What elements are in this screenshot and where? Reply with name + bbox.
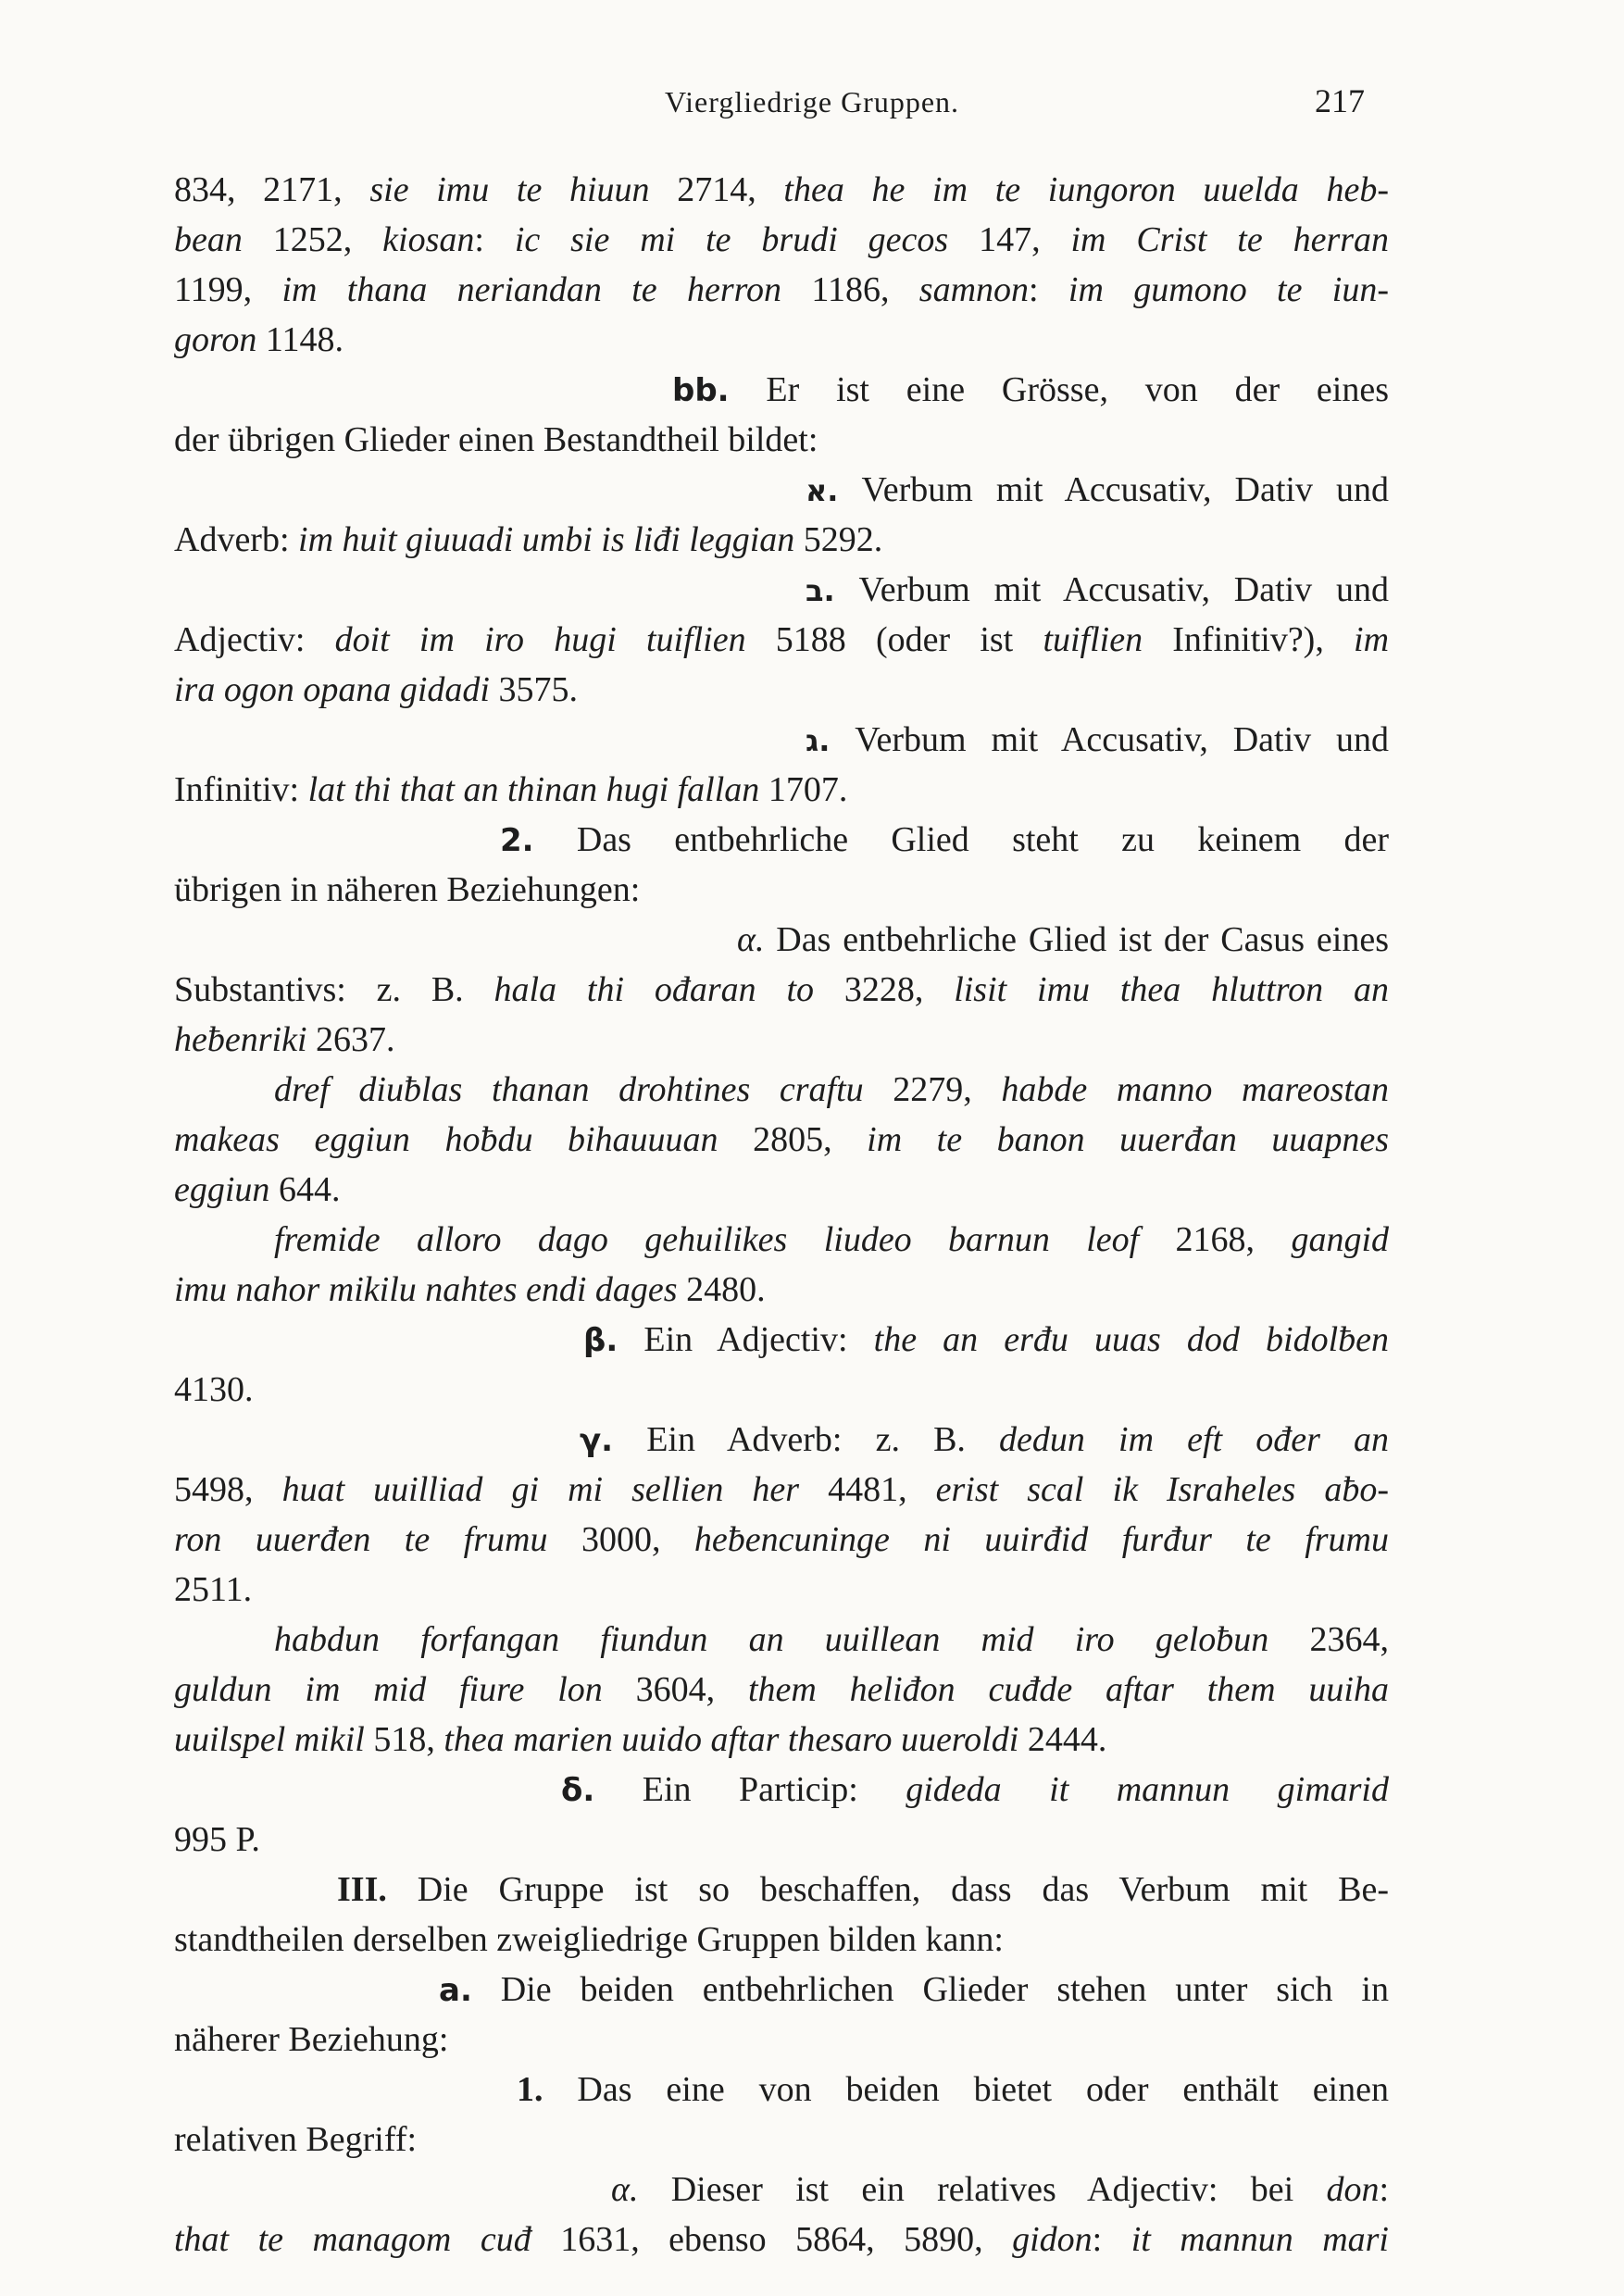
text-segment: 834, 2171,	[174, 170, 370, 209]
text-line	[174, 1515, 1389, 1565]
text-line	[174, 1465, 1389, 1515]
text-segment: :	[1029, 270, 1068, 309]
text-line	[174, 615, 1389, 665]
text-line	[174, 1865, 1389, 1915]
text-line	[174, 1565, 1389, 1615]
text-line	[174, 2065, 1389, 2115]
text-segment: 2168,	[1139, 1220, 1292, 1259]
text-segment: im te banon uuerđan uuapnes	[867, 1120, 1390, 1159]
text-line	[174, 865, 1389, 915]
text-segment: Infinitiv?),	[1143, 620, 1355, 659]
text-segment: makeas eggiun hoƀdu bihauuuan	[174, 1120, 718, 1159]
text-segment: 1631, ebenso 5864, 5890,	[531, 2220, 1013, 2259]
text-segment: ira ogon opana gidadi	[174, 670, 490, 709]
text-segment: imu nahor mikilu nahtes endi dages	[174, 1270, 678, 1309]
text-segment: Dieser ist ein relatives Adjectiv: bei	[638, 2170, 1327, 2209]
text-segment: :	[474, 220, 515, 259]
text-segment: kiosan	[382, 220, 475, 259]
text-segment: 3228,	[814, 970, 955, 1009]
text-segment: ב.	[806, 573, 835, 608]
text-line	[174, 1715, 1389, 1765]
page-number: 217	[1315, 82, 1365, 119]
text-segment: im thana neriandan te herron	[281, 270, 782, 309]
text-line	[174, 965, 1389, 1015]
text-segment: 4130.	[174, 1370, 254, 1409]
text-segment: that te managom cuđ	[174, 2220, 531, 2259]
text-line	[174, 215, 1389, 265]
text-segment: im	[1354, 620, 1390, 659]
text-line	[174, 2215, 1389, 2265]
text-segment: 147,	[948, 220, 1071, 259]
text-segment: don	[1326, 2170, 1380, 2209]
text-line	[174, 2165, 1389, 2215]
text-segment: lisit imu thea hluttron an	[954, 970, 1389, 1009]
text-segment: 1186,	[781, 270, 919, 309]
text-line	[174, 715, 1389, 765]
text-segment: uuilspel mikil	[174, 1720, 365, 1759]
text-segment: goron	[174, 320, 257, 359]
text-segment: relativen Begriff:	[174, 2120, 418, 2159]
text-line	[174, 1015, 1389, 1065]
text-segment: 644.	[269, 1170, 341, 1209]
text-segment: Das entbehrliche Glied ist der Casus eines	[764, 920, 1389, 959]
text-segment: samnon	[918, 270, 1030, 309]
text-line	[174, 765, 1389, 815]
text-segment: 3575.	[489, 670, 578, 709]
text-segment: Verbum mit Accusativ, Dativ und	[838, 470, 1389, 509]
text-segment: Verbum mit Accusativ, Dativ und	[830, 720, 1389, 759]
text-segment: sie imu te hiuun	[369, 170, 650, 209]
text-segment: 2.	[500, 822, 534, 859]
text-segment: 2444.	[1018, 1720, 1107, 1759]
text-line	[174, 1115, 1389, 1165]
text-line	[174, 1365, 1389, 1415]
text-segment: Infinitiv:	[174, 770, 308, 809]
text-line	[174, 1215, 1389, 1265]
text-segment: א.	[806, 473, 839, 508]
text-segment: Substantivs: z. B.	[174, 970, 494, 1009]
text-line	[174, 2015, 1389, 2065]
text-segment: übrigen in näheren Beziehungen:	[174, 870, 641, 909]
text-segment: habdun forfangan fiundun an uuillean mid iro geloƀun	[274, 1620, 1269, 1659]
text-segment: the an erđu uuas dod bidolƀen	[873, 1320, 1390, 1359]
text-segment: 1252,	[242, 220, 383, 259]
text-segment: :	[1092, 2220, 1131, 2259]
text-segment: bb.	[672, 372, 730, 409]
text-segment: III.	[337, 1870, 387, 1909]
text-segment: im huit giuuadi umbi is liđi leggian	[298, 520, 795, 559]
text-segment: eggiun	[174, 1170, 270, 1209]
text-segment: dedun im eft ođer an	[999, 1420, 1389, 1459]
text-segment: 1707.	[759, 770, 848, 809]
text-line	[174, 1265, 1389, 1315]
text-line	[174, 1415, 1389, 1465]
text-line	[174, 515, 1389, 565]
text-segment: Das entbehrliche Glied steht zu keinem der	[533, 820, 1389, 859]
text-segment: them heliđon cuđde aftar them uuiha	[747, 1670, 1389, 1709]
text-segment: fremide alloro dago gehuilikes liudeo barnun leof	[274, 1220, 1140, 1259]
text-segment: 2364,	[1268, 1620, 1390, 1659]
text-segment: im gumono te iun-	[1068, 270, 1390, 309]
text-line	[174, 1765, 1389, 1815]
text-segment: 4481,	[799, 1470, 936, 1509]
text-segment: 2637.	[306, 1020, 395, 1059]
text-segment: 2511.	[174, 1570, 253, 1609]
text-line	[174, 165, 1389, 215]
text-segment: Ein Adjectiv:	[618, 1320, 874, 1359]
text-line	[174, 1815, 1389, 1865]
text-segment: gidon	[1012, 2220, 1093, 2259]
text-line	[174, 815, 1389, 865]
text-block-1	[174, 165, 1389, 2265]
text-segment: heƀenriki	[174, 1020, 307, 1059]
text-segment: der übrigen Glieder einen Bestandtheil bildet:	[174, 420, 818, 459]
text-segment: 3000,	[547, 1520, 694, 1559]
text-line	[174, 565, 1389, 615]
text-segment: 5498,	[174, 1470, 282, 1509]
text-segment: Die beiden entbehrlichen Glieder stehen unter sich in	[471, 1970, 1389, 2009]
text-segment: ic sie mi te brudi gecos	[514, 220, 949, 259]
text-segment: Ein Adverb: z. B.	[613, 1420, 1000, 1459]
text-segment: 1.	[517, 2070, 543, 2109]
running-header: Viergliedrige Gruppen.	[664, 85, 960, 119]
text-segment: 5292.	[794, 520, 883, 559]
text-line	[174, 915, 1389, 965]
text-segment: 2714,	[649, 170, 784, 209]
text-segment: 2480.	[677, 1270, 766, 1309]
text-segment: 995 P.	[174, 1820, 260, 1859]
text-segment: Verbum mit Accusativ, Dativ und	[834, 570, 1389, 609]
text-line	[174, 1315, 1389, 1365]
text-segment: δ.	[561, 1772, 595, 1809]
text-segment: 5188 (oder ist	[745, 620, 1043, 659]
text-segment: 1199,	[174, 270, 282, 309]
text-segment: 2805,	[718, 1120, 868, 1159]
text-segment: 518,	[364, 1720, 444, 1759]
text-segment: doit im iro hugi tuiflien	[334, 620, 746, 659]
text-segment: erist scal ik Israheles aƀo-	[935, 1470, 1390, 1509]
text-segment: Adjectiv:	[174, 620, 335, 659]
text-segment: ron uuerđen te frumu	[174, 1520, 548, 1559]
text-segment: α.	[737, 920, 765, 959]
text-segment: dref diuƀlas thanan drohtines craftu	[274, 1070, 864, 1109]
text-segment: 1148.	[256, 320, 344, 359]
text-segment: tuiflien	[1043, 620, 1143, 659]
text-segment: lat thi that an thinan hugi fallan	[307, 770, 760, 809]
text-segment: Ein Particip:	[594, 1770, 906, 1809]
text-line	[174, 665, 1389, 715]
text-segment: thea he im te iungoron uuelda heb-	[783, 170, 1390, 209]
text-segment: Er ist eine Grösse, von der eines	[729, 370, 1389, 409]
text-segment: guldun im mid fiure lon	[174, 1670, 603, 1709]
text-segment: :	[1379, 2170, 1389, 2209]
text-segment: a.	[439, 1972, 472, 2009]
text-line	[174, 315, 1389, 365]
text-segment: β.	[583, 1322, 618, 1359]
text-segment: Die Gruppe ist so beschaffen, dass das Verbum mit Be-	[386, 1870, 1389, 1909]
text-segment: 3604,	[602, 1670, 748, 1709]
text-segment: standtheilen derselben zweigliedrige Gruppen bilden kann:	[174, 1920, 1004, 1959]
text-line	[174, 1065, 1389, 1115]
text-line	[174, 415, 1389, 465]
text-segment: gangid	[1291, 1220, 1389, 1259]
text-line	[174, 1915, 1389, 1965]
text-segment: α.	[611, 2170, 639, 2209]
text-line	[174, 1665, 1389, 1715]
text-segment: gideda it mannun gimarid	[906, 1770, 1389, 1809]
text-segment: bean	[174, 220, 243, 259]
text-line	[174, 1165, 1389, 1215]
text-segment: Adverb:	[174, 520, 299, 559]
text-line	[174, 465, 1389, 515]
text-segment: habde manno mareostan	[1001, 1070, 1390, 1109]
text-segment: it mannun mari	[1131, 2220, 1389, 2259]
text-segment: Das eine von beiden bietet oder enthält einen	[543, 2070, 1389, 2109]
text-line	[174, 265, 1389, 315]
text-segment: näherer Beziehung:	[174, 2020, 449, 2059]
text-segment: hala thi ođaran to	[493, 970, 815, 1009]
text-segment: ג.	[806, 723, 831, 758]
text-segment: im Crist te herran	[1070, 220, 1390, 259]
text-segment: heƀencuninge ni uuirđid furđur te frumu	[693, 1520, 1389, 1559]
text-segment: γ.	[580, 1422, 614, 1459]
text-line	[174, 1615, 1389, 1665]
text-line	[174, 2115, 1389, 2165]
text-segment: thea marien uuido aftar thesaro uueroldi	[443, 1720, 1019, 1759]
text-line	[174, 1965, 1389, 2015]
text-segment: huat uuilliad gi mi sellien her	[281, 1470, 800, 1509]
text-line	[174, 365, 1389, 415]
text-segment: 2279,	[863, 1070, 1002, 1109]
